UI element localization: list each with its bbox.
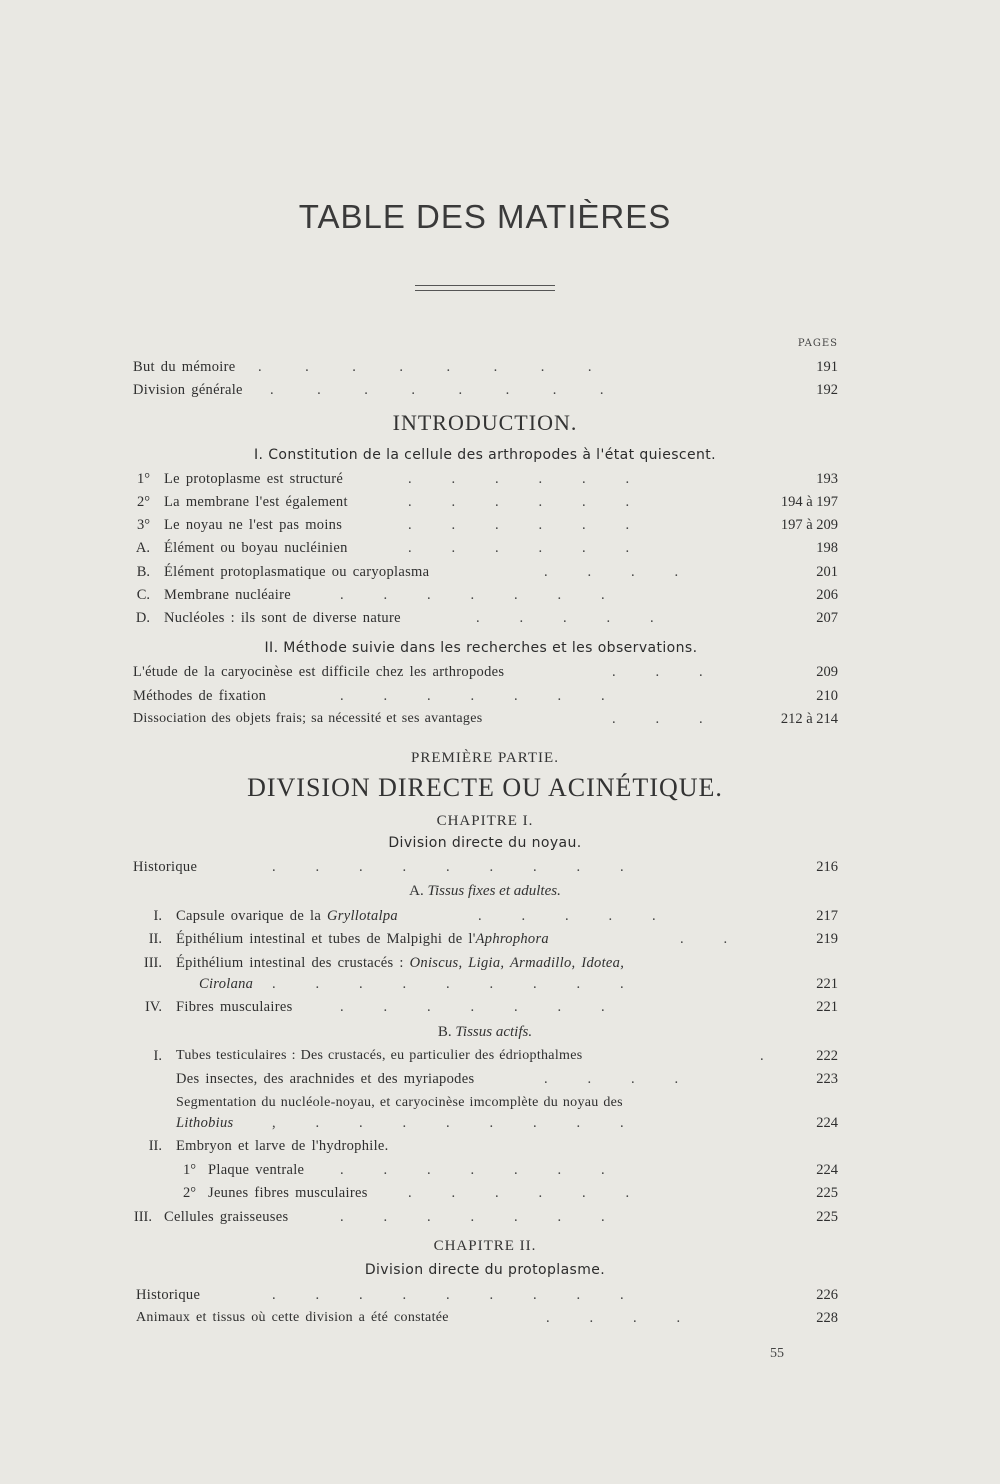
subsection-letter: B. [437, 1024, 452, 1040]
toc-entry [0, 1287, 1000, 1307]
leader-dots: . . . . . . [408, 517, 630, 533]
chapter-title: Division directe du noyau. [388, 835, 582, 851]
toc-page-number: 197 à 209 [780, 517, 838, 533]
subsection-heading [0, 1024, 970, 1041]
leader-dots: . . . . . . . . [270, 382, 604, 398]
toc-entry-text: But du mémoire [133, 359, 236, 375]
subsection-heading [0, 883, 970, 900]
toc-entry-italic: Oniscus, Ligia, Armadillo, Idotea, [409, 955, 625, 971]
toc-page-number: 217 [816, 908, 838, 924]
leader-dots: . . . . [544, 1071, 679, 1087]
toc-entry-number: D. [135, 610, 150, 626]
toc-page-number: 191 [816, 359, 838, 375]
pages-column-header: PAGES [797, 338, 838, 349]
toc-entry-text: Épithélium intestinal et tubes de Malpighi de l' [176, 931, 476, 947]
toc-entry-number: II. [148, 1138, 162, 1154]
toc-page-number: 209 [816, 664, 838, 680]
leader-dots: . . [680, 931, 728, 947]
toc-entry [0, 382, 1000, 402]
toc-page-number: 216 [816, 859, 838, 875]
toc-entry-number: I. [153, 908, 162, 924]
toc-entry [0, 711, 1000, 731]
leader-dots: . . . . . . . [340, 1162, 605, 1178]
part-label: PREMIÈRE PARTIE. [411, 750, 559, 766]
toc-entry-text-wrap [176, 955, 624, 972]
toc-entry-number: 2° [136, 494, 150, 510]
toc-entry-number: III. [143, 955, 162, 971]
toc-entry-text: Division générale [133, 382, 243, 398]
toc-entry-text: Segmentation du nucléole-noyau, et caryocinèse imcomplète du noyau des [176, 1095, 623, 1110]
toc-entry [0, 471, 1000, 491]
toc-page-number: 228 [816, 1310, 838, 1326]
toc-page-number: 210 [816, 688, 838, 704]
leader-dots: . . . . . . . [340, 999, 605, 1015]
toc-entry [0, 1071, 1000, 1091]
section-heading: I. Constitution de la cellule des arthropodes à l'état quiescent. [253, 447, 717, 463]
toc-page-number: 192 [816, 382, 838, 398]
toc-entry-text: Méthodes de fixation [133, 688, 267, 704]
toc-entry [0, 359, 1000, 379]
toc-entry [0, 1115, 1000, 1135]
title-double-rule [415, 285, 555, 291]
toc-entry-text: Le protoplasme est structuré [164, 471, 344, 487]
toc-entry-text-wrap [199, 976, 253, 993]
toc-entry [0, 564, 1000, 584]
toc-entry-text-wrap [176, 908, 398, 925]
leader-dots: . . . . . . . [340, 587, 605, 603]
toc-entry-text-wrap [176, 1115, 234, 1132]
toc-entry [0, 1162, 1000, 1182]
toc-entry [0, 1048, 1000, 1068]
toc-entry [0, 610, 1000, 630]
toc-entry [0, 931, 1000, 951]
toc-entry [0, 1095, 1000, 1115]
toc-entry-number: II. [148, 931, 162, 947]
toc-entry [0, 1185, 1000, 1205]
toc-entry-number: III. [133, 1209, 152, 1225]
subsection-title: Tissus actifs. [455, 1024, 533, 1040]
toc-entry [0, 517, 1000, 537]
chapter-label: CHAPITRE II. [433, 1238, 537, 1254]
toc-entry-text: Élément protoplasmatique ou caryoplasma [164, 564, 430, 580]
toc-entry-text: Membrane nucléaire [164, 587, 291, 603]
page-title: TABLE DES MATIÈRES [298, 198, 672, 235]
toc-entry [0, 688, 1000, 708]
leader-dots: . . . . . . . [340, 1209, 605, 1225]
toc-page-number: 206 [816, 587, 838, 603]
subsection-title: Tissus fixes et adultes. [427, 883, 561, 899]
toc-entry [0, 540, 1000, 560]
toc-entry-number: IV. [144, 999, 162, 1015]
toc-page-number: 223 [816, 1071, 838, 1087]
leader-dots: . . . [612, 711, 703, 727]
toc-entry-text: Épithélium intestinal des crustacés : [176, 955, 404, 971]
leader-dots: . . . . . . [408, 494, 630, 510]
toc-entry-italic: Aphrophora [475, 931, 549, 947]
leader-dots: . . . . . . [408, 540, 630, 556]
toc-entry-text: Cellules graisseuses [164, 1209, 289, 1225]
toc-entry [0, 955, 1000, 975]
toc-entry-number: B. [136, 564, 150, 580]
toc-page-number: 207 [816, 610, 838, 626]
toc-entry [0, 1310, 1000, 1330]
leader-dots: . . . . . . [408, 1185, 630, 1201]
toc-entry-number: 1° [136, 471, 150, 487]
toc-entry-text: Dissociation des objets frais; sa nécessité et ses avantages [133, 711, 483, 726]
toc-entry-text: Nucléoles : ils sont de diverse nature [164, 610, 401, 626]
toc-entry-number: 2° [182, 1185, 196, 1201]
toc-entry-italic: Lithobius [176, 1115, 234, 1131]
subsection-letter: A. [409, 883, 424, 899]
toc-page-number: 194 à 197 [780, 494, 838, 510]
page-number: 55 [770, 1346, 784, 1361]
toc-entry-text: Embryon et larve de l'hydrophile. [176, 1138, 389, 1154]
toc-entry-text: Des insectes, des arachnides et des myriapodes [176, 1071, 475, 1087]
leader-dots: . . . . . . . . . [272, 976, 624, 992]
toc-page-number: 201 [816, 564, 838, 580]
toc-entry-text: Historique [136, 1287, 201, 1303]
toc-page-number: 222 [816, 1048, 838, 1064]
leader-dots: . . . . . [478, 908, 656, 924]
toc-page-number: 221 [816, 976, 838, 992]
toc-entry-number: C. [136, 587, 150, 603]
toc-page-number: 198 [816, 540, 838, 556]
toc-page-number: 224 [816, 1162, 838, 1178]
toc-entry [0, 494, 1000, 514]
toc-entry-text: Élément ou boyau nucléinien [164, 540, 348, 556]
toc-page-number: 219 [816, 931, 838, 947]
toc-entry-number: I. [153, 1048, 162, 1064]
toc-page-number: 193 [816, 471, 838, 487]
leader-dots: . . . [612, 664, 703, 680]
chapter-title: Division directe du protoplasme. [364, 1262, 606, 1278]
toc-entry-text: Fibres musculaires [176, 999, 293, 1015]
toc-page-number: 225 [816, 1185, 838, 1201]
toc-entry-text: Animaux et tissus où cette division a été constatée [136, 1310, 449, 1325]
toc-entry-italic: Cirolana [199, 976, 254, 992]
chapter-label: CHAPITRE I. [436, 813, 534, 829]
toc-entry-text: Le noyau ne l'est pas moins [164, 517, 343, 533]
toc-entry [0, 1209, 1000, 1229]
toc-entry-number: A. [135, 540, 150, 556]
leader-dots: . . . . . . . . [258, 359, 592, 375]
toc-entry-text: Historique [133, 859, 198, 875]
toc-page-number: 225 [816, 1209, 838, 1225]
toc-page-number: 226 [816, 1287, 838, 1303]
toc-entry [0, 908, 1000, 928]
part-title: DIVISION DIRECTE OU ACINÉTIQUE. [247, 773, 723, 802]
leader-dots: . . . . [544, 564, 679, 580]
section-heading: II. Méthode suivie dans les recherches et les observations. [264, 640, 698, 656]
leader-dots: . . . . . . . . . [272, 859, 624, 875]
toc-page-number: 212 à 214 [780, 711, 838, 727]
introduction-title: INTRODUCTION. [392, 410, 578, 435]
leader-dots: . . . . . . [408, 471, 630, 487]
leader-dots: . . . . . . . [340, 688, 605, 704]
toc-entry [0, 1138, 1000, 1158]
toc-entry [0, 587, 1000, 607]
toc-entry-text: La membrane l'est également [164, 494, 348, 510]
toc-entry-text: Jeunes fibres musculaires [208, 1185, 368, 1201]
toc-entry [0, 859, 1000, 879]
toc-entry-number: 1° [182, 1162, 196, 1178]
toc-entry-text-wrap [176, 931, 549, 948]
toc-entry [0, 999, 1000, 1019]
toc-entry [0, 976, 1000, 996]
toc-entry [0, 664, 1000, 684]
toc-page-number: 221 [816, 999, 838, 1015]
toc-entry-number: 3° [136, 517, 150, 533]
toc-entry-text: Tubes testiculaires : Des crustacés, eu particulier des édriopthalmes [176, 1048, 583, 1063]
toc-entry-text: Plaque ventrale [208, 1162, 305, 1178]
toc-entry-italic: Gryllotalpa [327, 908, 398, 924]
toc-entry-text: L'étude de la caryocinèse est difficile chez les arthropodes [133, 664, 505, 680]
leader-dots: . . . . . . . . . [272, 1287, 624, 1303]
leader-dots: , . . . . . . . . [272, 1115, 624, 1131]
leader-dots: . [760, 1048, 764, 1064]
toc-page-number: 224 [816, 1115, 838, 1131]
toc-entry-text: Capsule ovarique de la [176, 908, 322, 924]
leader-dots: . . . . . [476, 610, 654, 626]
leader-dots: . . . . [546, 1310, 681, 1326]
